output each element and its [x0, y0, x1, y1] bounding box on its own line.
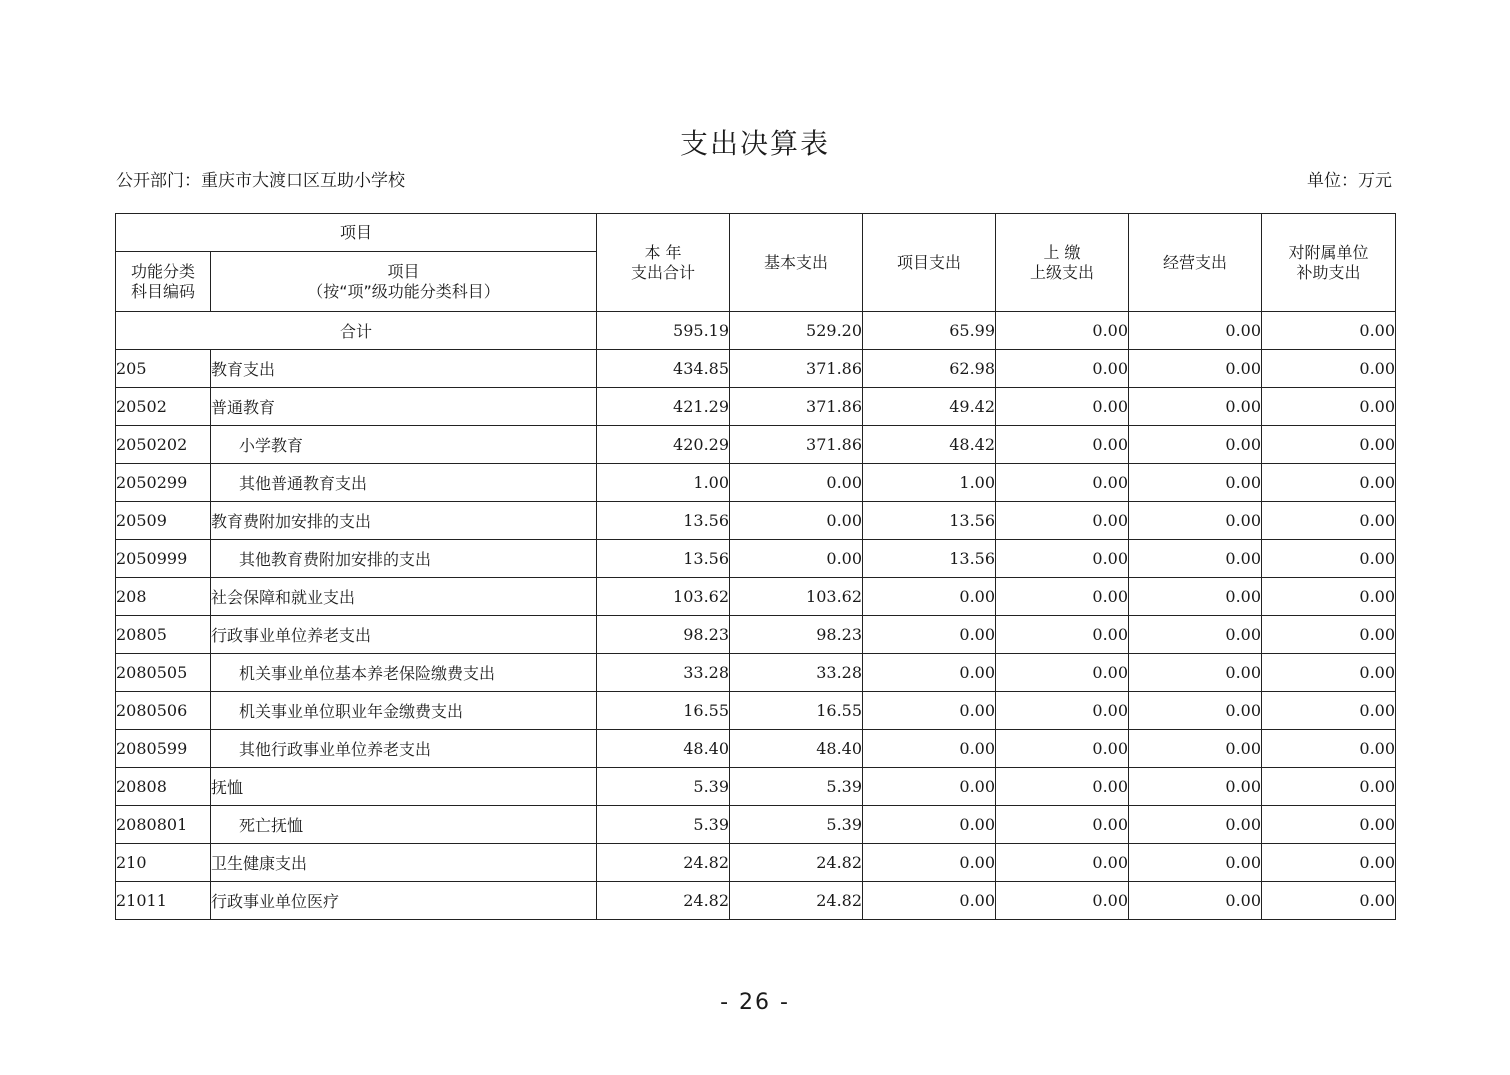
row-subsidy: 0.00	[1262, 616, 1396, 654]
row-total: 13.56	[597, 502, 730, 540]
table-row	[116, 654, 1396, 692]
row-subsidy: 0.00	[1262, 654, 1396, 692]
row-basic: 98.23	[730, 616, 863, 654]
row-subsidy: 0.00	[1262, 426, 1396, 464]
table-row	[116, 616, 1396, 654]
row-business: 0.00	[1129, 502, 1262, 540]
row-upper: 0.00	[996, 844, 1129, 882]
row-business: 0.00	[1129, 350, 1262, 388]
row-upper: 0.00	[996, 616, 1129, 654]
table-row	[116, 388, 1396, 426]
header-name	[211, 252, 597, 312]
row-code: 20502	[116, 388, 211, 426]
row-total: 24.82	[597, 844, 730, 882]
total-row	[116, 312, 1396, 350]
header-project: 项目支出	[863, 214, 996, 312]
department-label: 公开部门：重庆市大渡口区互助小学校	[116, 171, 405, 191]
row-total: 33.28	[597, 654, 730, 692]
row-upper: 0.00	[996, 692, 1129, 730]
row-code: 2050299	[116, 464, 211, 502]
row-upper: 0.00	[996, 464, 1129, 502]
row-project: 62.98	[863, 350, 996, 388]
row-business: 0.00	[1129, 806, 1262, 844]
row-name: 行政事业单位医疗	[211, 882, 597, 920]
row-subsidy: 0.00	[1262, 730, 1396, 768]
row-subsidy: 0.00	[1262, 806, 1396, 844]
row-basic: 5.39	[730, 768, 863, 806]
header-code: 功能分类 科目编码	[116, 252, 211, 312]
row-name: 死亡抚恤	[211, 806, 597, 844]
row-code: 2080505	[116, 654, 211, 692]
table-row	[116, 768, 1396, 806]
row-basic: 103.62	[730, 578, 863, 616]
row-basic: 371.86	[730, 388, 863, 426]
row-upper: 0.00	[996, 768, 1129, 806]
row-project: 0.00	[863, 882, 996, 920]
row-subsidy: 0.00	[1262, 692, 1396, 730]
row-upper: 0.00	[996, 426, 1129, 464]
row-upper: 0.00	[996, 882, 1129, 920]
row-code: 210	[116, 844, 211, 882]
row-project: 0.00	[863, 616, 996, 654]
row-project: 0.00	[863, 730, 996, 768]
header-total-line1: 本 年	[644, 242, 682, 262]
table-row	[116, 350, 1396, 388]
row-name: 其他行政事业单位养老支出	[211, 730, 597, 768]
row-total: 16.55	[597, 692, 730, 730]
row-subsidy: 0.00	[1262, 882, 1396, 920]
row-code: 20808	[116, 768, 211, 806]
row-code: 2050202	[116, 426, 211, 464]
row-total: 13.56	[597, 540, 730, 578]
row-total: 98.23	[597, 616, 730, 654]
header-subsidy	[1262, 214, 1396, 312]
row-business: 0.00	[1129, 768, 1262, 806]
row-basic: 24.82	[730, 844, 863, 882]
row-name: 其他教育费附加安排的支出	[211, 540, 597, 578]
page-number: - 26 -	[720, 990, 790, 1015]
row-name: 机关事业单位基本养老保险缴费支出	[211, 654, 597, 692]
header-business: 经营支出	[1129, 214, 1262, 312]
table-row	[116, 806, 1396, 844]
total-project: 65.99	[863, 312, 996, 350]
row-subsidy: 0.00	[1262, 464, 1396, 502]
row-upper: 0.00	[996, 388, 1129, 426]
row-total: 5.39	[597, 806, 730, 844]
row-business: 0.00	[1129, 654, 1262, 692]
row-business: 0.00	[1129, 844, 1262, 882]
table-row	[116, 426, 1396, 464]
table-row	[116, 502, 1396, 540]
row-business: 0.00	[1129, 692, 1262, 730]
row-project: 0.00	[863, 806, 996, 844]
row-subsidy: 0.00	[1262, 502, 1396, 540]
row-business: 0.00	[1129, 464, 1262, 502]
header-item-group: 项目	[116, 214, 597, 252]
row-subsidy: 0.00	[1262, 768, 1396, 806]
table-row	[116, 578, 1396, 616]
total-business: 0.00	[1129, 312, 1262, 350]
row-project: 0.00	[863, 654, 996, 692]
row-basic: 0.00	[730, 502, 863, 540]
row-total: 103.62	[597, 578, 730, 616]
total-basic: 529.20	[730, 312, 863, 350]
row-project: 0.00	[863, 844, 996, 882]
row-basic: 5.39	[730, 806, 863, 844]
row-upper: 0.00	[996, 654, 1129, 692]
row-code: 205	[116, 350, 211, 388]
row-project: 0.00	[863, 578, 996, 616]
row-name: 卫生健康支出	[211, 844, 597, 882]
row-total: 420.29	[597, 426, 730, 464]
row-project: 13.56	[863, 540, 996, 578]
row-code: 2080506	[116, 692, 211, 730]
row-code: 208	[116, 578, 211, 616]
row-upper: 0.00	[996, 730, 1129, 768]
row-business: 0.00	[1129, 730, 1262, 768]
row-business: 0.00	[1129, 882, 1262, 920]
header-subsidy-line1: 对附属单位	[1288, 242, 1369, 262]
row-code: 2080599	[116, 730, 211, 768]
row-name: 教育支出	[211, 350, 597, 388]
row-basic: 0.00	[730, 464, 863, 502]
table-row	[116, 844, 1396, 882]
total-total: 595.19	[597, 312, 730, 350]
table-row	[116, 540, 1396, 578]
row-name: 社会保障和就业支出	[211, 578, 597, 616]
header-basic: 基本支出	[730, 214, 863, 312]
row-code: 20509	[116, 502, 211, 540]
row-project: 0.00	[863, 692, 996, 730]
header-upper	[996, 214, 1129, 312]
row-basic: 371.86	[730, 350, 863, 388]
table-body	[116, 312, 1396, 920]
row-project: 48.42	[863, 426, 996, 464]
table-row	[116, 464, 1396, 502]
row-basic: 0.00	[730, 540, 863, 578]
row-name: 教育费附加安排的支出	[211, 502, 597, 540]
header-name-line1: 项目	[387, 261, 420, 281]
row-total: 48.40	[597, 730, 730, 768]
row-basic: 24.82	[730, 882, 863, 920]
row-project: 0.00	[863, 768, 996, 806]
row-subsidy: 0.00	[1262, 388, 1396, 426]
expenditure-table	[115, 213, 1396, 920]
row-upper: 0.00	[996, 540, 1129, 578]
row-name: 普通教育	[211, 388, 597, 426]
total-subsidy: 0.00	[1262, 312, 1396, 350]
header-upper-line1: 上 缴	[1043, 242, 1081, 262]
row-total: 24.82	[597, 882, 730, 920]
table-row	[116, 882, 1396, 920]
row-subsidy: 0.00	[1262, 578, 1396, 616]
row-business: 0.00	[1129, 426, 1262, 464]
row-total: 421.29	[597, 388, 730, 426]
row-name: 小学教育	[211, 426, 597, 464]
row-basic: 33.28	[730, 654, 863, 692]
header-name-line2: （按“项”级功能分类科目）	[307, 281, 500, 301]
row-name: 抚恤	[211, 768, 597, 806]
row-business: 0.00	[1129, 388, 1262, 426]
row-subsidy: 0.00	[1262, 844, 1396, 882]
header-total	[597, 214, 730, 312]
row-upper: 0.00	[996, 502, 1129, 540]
row-business: 0.00	[1129, 578, 1262, 616]
row-upper: 0.00	[996, 578, 1129, 616]
row-project: 49.42	[863, 388, 996, 426]
row-business: 0.00	[1129, 540, 1262, 578]
row-subsidy: 0.00	[1262, 350, 1396, 388]
row-business: 0.00	[1129, 616, 1262, 654]
row-code: 21011	[116, 882, 211, 920]
row-total: 1.00	[597, 464, 730, 502]
row-total: 434.85	[597, 350, 730, 388]
row-name: 机关事业单位职业年金缴费支出	[211, 692, 597, 730]
row-basic: 48.40	[730, 730, 863, 768]
table-row	[116, 692, 1396, 730]
table-row	[116, 730, 1396, 768]
row-code: 2050999	[116, 540, 211, 578]
row-upper: 0.00	[996, 350, 1129, 388]
row-basic: 16.55	[730, 692, 863, 730]
row-subsidy: 0.00	[1262, 540, 1396, 578]
row-code: 20805	[116, 616, 211, 654]
total-label: 合计	[116, 312, 597, 350]
row-basic: 371.86	[730, 426, 863, 464]
unit-label: 单位：万元	[1307, 171, 1392, 191]
header-upper-line2: 上级支出	[1030, 262, 1095, 282]
header-subsidy-line2: 补助支出	[1296, 262, 1361, 282]
row-name: 其他普通教育支出	[211, 464, 597, 502]
page-title: 支出决算表	[679, 127, 830, 160]
row-upper: 0.00	[996, 806, 1129, 844]
row-total: 5.39	[597, 768, 730, 806]
row-code: 2080801	[116, 806, 211, 844]
total-upper: 0.00	[996, 312, 1129, 350]
row-project: 13.56	[863, 502, 996, 540]
row-project: 1.00	[863, 464, 996, 502]
header-total-line2: 支出合计	[631, 262, 696, 282]
row-name: 行政事业单位养老支出	[211, 616, 597, 654]
